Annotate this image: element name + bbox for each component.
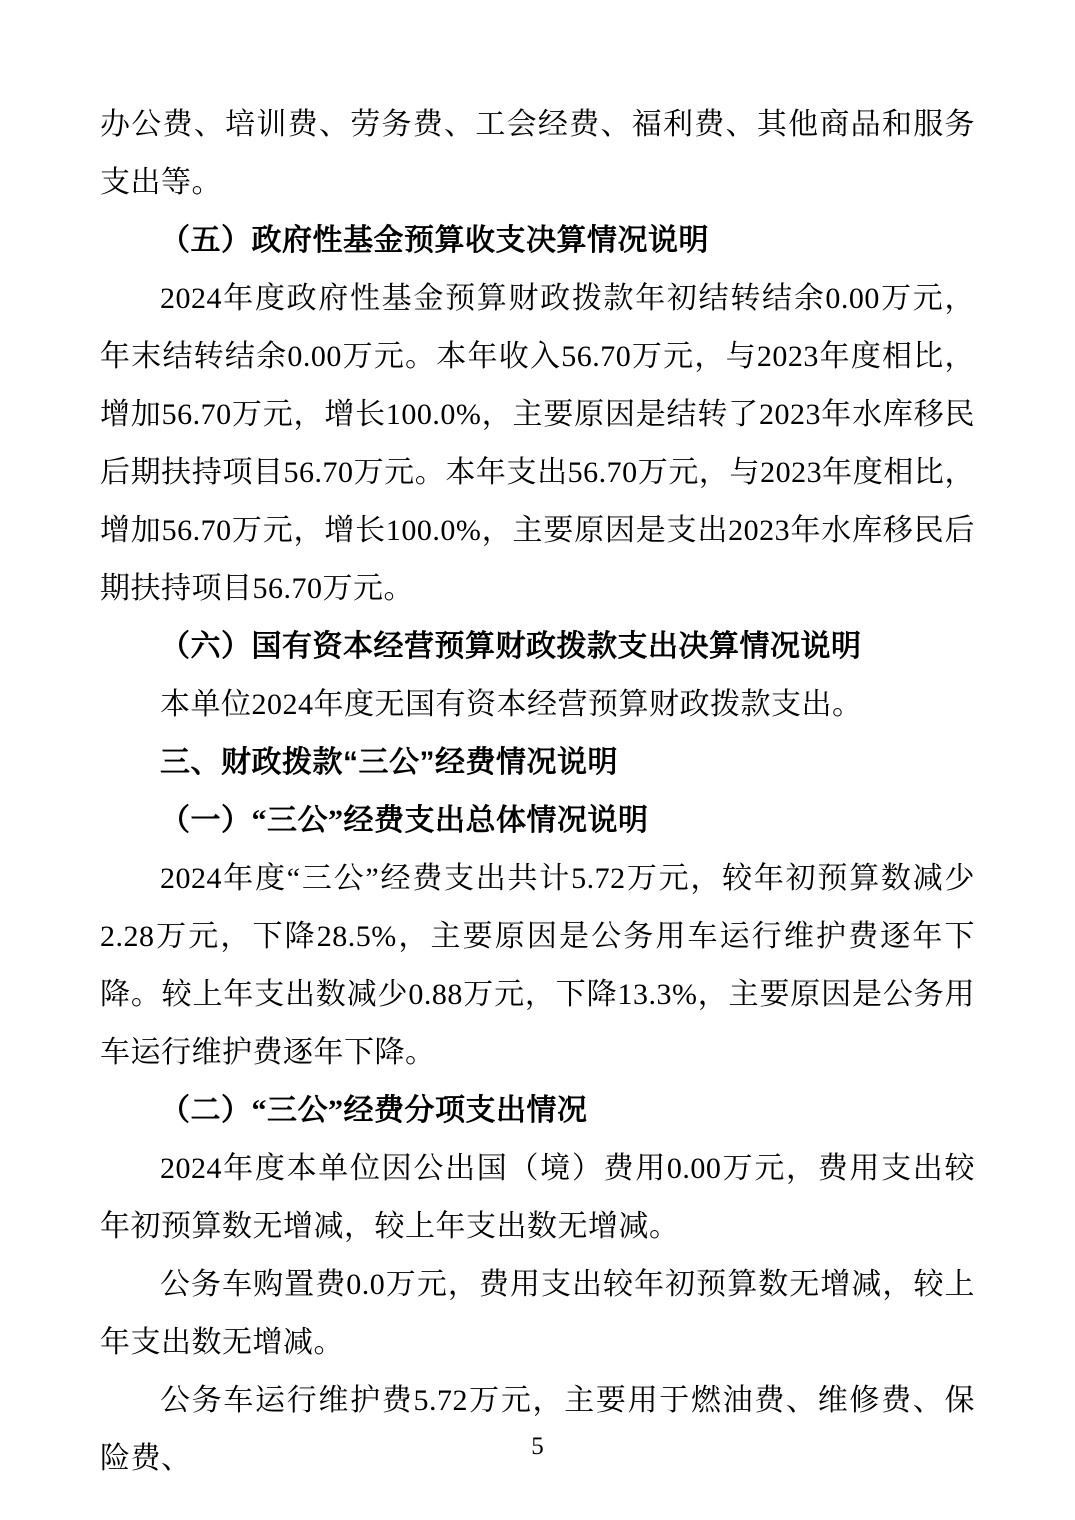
page-number: 5 <box>531 1433 544 1460</box>
heading-section-6-state-capital-budget: （六）国有资本经营预算财政拨款支出决算情况说明 <box>160 630 862 663</box>
paragraph-gov-fund-budget-details: 2024年度政府性基金预算财政拨款年初结转结余0.00万元，年末结转结余0.00万元。本年收入56.70万元，与2023年度相比，增加56.70万元，增长100.0%，主要原因是结转了2023年水库移民后期扶持项目56.70万元。本年支出56.70万元，与2023年度相比，增加56.70万元，增长100.0%，主要原因是支出2023年水库移民后期扶持项目56.70万元。 <box>100 282 975 605</box>
paragraph-overall-expense-details: 2024年度“三公”经费支出共计5.72万元，较年初预算数减少2.28万元，下降28.5%，主要原因是公务用车运行维护费逐年下降。较上年支出数减少0.88万元，下降13.3%，主要原因是公务用车运行维护费逐年下降。 <box>100 862 975 1069</box>
heading-chapter-3-three-public-funds: 三、财政拨款“三公”经费情况说明 <box>160 746 618 779</box>
paragraph-state-capital-none: 本单位2024年度无国有资本经营预算财政拨款支出。 <box>160 688 863 721</box>
heading-section-5-gov-fund-budget: （五）政府性基金预算收支决算情况说明 <box>160 224 709 257</box>
paragraph-vehicle-maintenance-expense: 公务车运行维护费5.72万元，主要用于燃油费、维修费、保险费、 <box>100 1384 975 1475</box>
paragraph-overseas-travel-expense: 2024年度本单位因公出国（境）费用0.00万元，费用支出较年初预算数无增减，较上年支出数无增减。 <box>100 1152 975 1243</box>
paragraph-other-goods-services: 办公费、培训费、劳务费、工会经费、福利费、其他商品和服务支出等。 <box>100 108 975 199</box>
heading-section-2-itemized-expense: （二）“三公”经费分项支出情况 <box>160 1094 588 1127</box>
paragraph-vehicle-purchase-expense: 公务车购置费0.0万元，费用支出较年初预算数无增减，较上年支出数无增减。 <box>100 1268 975 1359</box>
heading-section-1-overall-expense: （一）“三公”经费支出总体情况说明 <box>160 804 649 837</box>
